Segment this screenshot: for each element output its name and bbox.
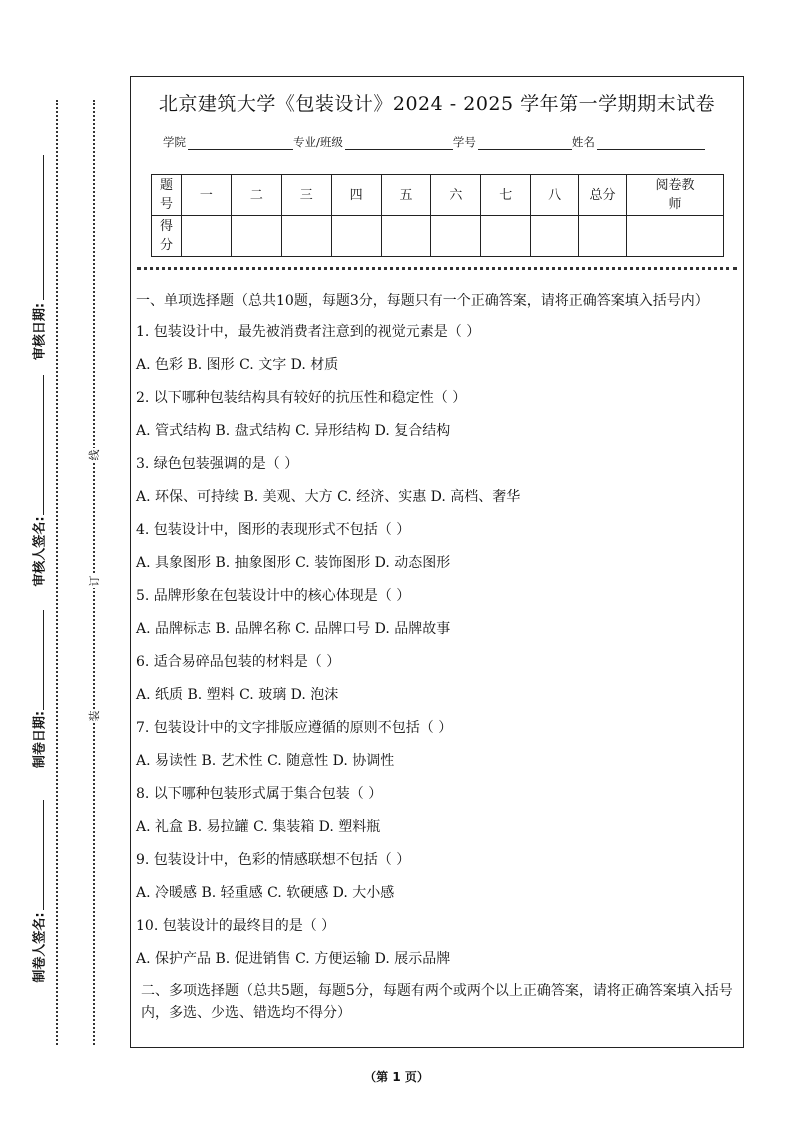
score-row-label: 得分 [152, 216, 182, 257]
question-number-header: 题号 [152, 175, 182, 216]
question-1: 1. 包装设计中，最先被消费者注意到的视觉元素是（ ） [136, 324, 481, 340]
compile-date-blank [43, 610, 44, 710]
cut-mark-zhuang: 装 [88, 710, 101, 722]
name-field[interactable] [597, 137, 705, 150]
question-4: 4. 包装设计中，图形的表现形式不包括（ ） [136, 522, 411, 538]
exam-title: 北京建筑大学《包装设计》2024 - 2025 学年第一学期期末试卷 [158, 93, 716, 115]
score-cell[interactable] [431, 216, 481, 257]
name-label: 姓名 [571, 135, 595, 149]
cut-mark-ding: 订 [88, 575, 101, 587]
compiler-sign-blank [43, 800, 44, 910]
compiler-sign-label: 制卷人签名: [32, 912, 48, 983]
score-table [151, 174, 724, 257]
question-9: 9. 包装设计中，色彩的情感联想不包括（ ） [136, 852, 411, 868]
compile-date-label: 制卷日期: [32, 710, 48, 769]
question-1-options: A. 色彩 B. 图形 C. 文字 D. 材质 [136, 357, 339, 373]
college-field[interactable] [188, 137, 293, 150]
score-cell[interactable] [531, 216, 579, 257]
score-cell[interactable] [381, 216, 431, 257]
section-3-header: 三 [281, 175, 331, 216]
student-info-row [163, 134, 705, 150]
question-10: 10. 包装设计的最终目的是（ ） [136, 918, 336, 934]
header-separator [137, 267, 737, 270]
score-table-header-row [152, 175, 724, 216]
page-number: （第 1 页） [364, 1070, 429, 1084]
binding-margin [0, 0, 125, 1122]
exam-frame [130, 76, 744, 1048]
score-cell[interactable] [281, 216, 331, 257]
approver-sign-label: 审核人签名: [32, 516, 48, 587]
score-cell[interactable] [481, 216, 531, 257]
binding-dotted-line-inner [93, 100, 95, 1045]
section-4-header: 四 [331, 175, 381, 216]
grader-header: 阅卷教师 [627, 175, 724, 216]
major-class-field[interactable] [345, 137, 453, 150]
question-7: 7. 包装设计中的文字排版应遵循的原则不包括（ ） [136, 720, 453, 736]
question-5: 5. 品牌形象在包装设计中的核心体现是（ ） [136, 588, 411, 604]
question-5-options: A. 品牌标志 B. 品牌名称 C. 品牌口号 D. 品牌故事 [136, 621, 451, 637]
section-2-heading: 二、多项选择题（总共5题，每题5分，每题有两个或两个以上正确答案，请将正确答案填入括号内，多选、少选、错选均不得分） [141, 983, 733, 1021]
question-4-options: A. 具象图形 B. 抽象图形 C. 装饰图形 D. 动态图形 [136, 555, 451, 571]
score-cell[interactable] [331, 216, 381, 257]
section-1-header: 一 [181, 175, 231, 216]
binding-dotted-line-outer [56, 100, 58, 1045]
student-id-field[interactable] [478, 137, 572, 150]
question-6: 6. 适合易碎品包装的材料是（ ） [136, 654, 341, 670]
question-3: 3. 绿色包装强调的是（ ） [136, 456, 299, 472]
question-6-options: A. 纸质 B. 塑料 C. 玻璃 D. 泡沫 [136, 687, 339, 703]
question-3-options: A. 环保、可持续 B. 美观、大方 C. 经济、实惠 D. 高档、奢华 [136, 489, 521, 505]
section-1-heading: 一、单项选择题（总共10题，每题3分，每题只有一个正确答案，请将正确答案填入括号内） [136, 293, 709, 309]
section-2-header: 二 [231, 175, 281, 216]
major-class-label: 专业/班级 [293, 135, 343, 149]
total-score-header: 总分 [579, 175, 627, 216]
total-score-cell[interactable] [579, 216, 627, 257]
grader-cell[interactable] [627, 216, 724, 257]
question-10-options: A. 保护产品 B. 促进销售 C. 方便运输 D. 展示品牌 [136, 951, 451, 967]
question-9-options: A. 冷暖感 B. 轻重感 C. 软硬感 D. 大小感 [136, 885, 395, 901]
question-8-options: A. 礼盒 B. 易拉罐 C. 集装箱 D. 塑料瓶 [136, 819, 381, 835]
college-label: 学院 [163, 135, 186, 149]
question-2-options: A. 管式结构 B. 盘式结构 C. 异形结构 D. 复合结构 [136, 423, 451, 439]
question-8: 8. 以下哪种包装形式属于集合包装（ ） [136, 786, 383, 802]
section-5-header: 五 [381, 175, 431, 216]
score-cell[interactable] [181, 216, 231, 257]
approval-date-label: 审核日期: [32, 302, 48, 361]
question-2: 2. 以下哪种包装结构具有较好的抗压性和稳定性（ ） [136, 390, 467, 406]
section-6-header: 六 [431, 175, 481, 216]
score-table-score-row [152, 216, 724, 257]
score-cell[interactable] [231, 216, 281, 257]
question-7-options: A. 易读性 B. 艺术性 C. 随意性 D. 协调性 [136, 753, 395, 769]
approver-sign-blank [43, 375, 44, 515]
section-8-header: 八 [531, 175, 579, 216]
section-7-header: 七 [481, 175, 531, 216]
approval-date-blank [43, 155, 44, 300]
cut-mark-xian: 线 [88, 449, 101, 461]
student-id-label: 学号 [452, 135, 476, 149]
exam-content [136, 290, 740, 1038]
